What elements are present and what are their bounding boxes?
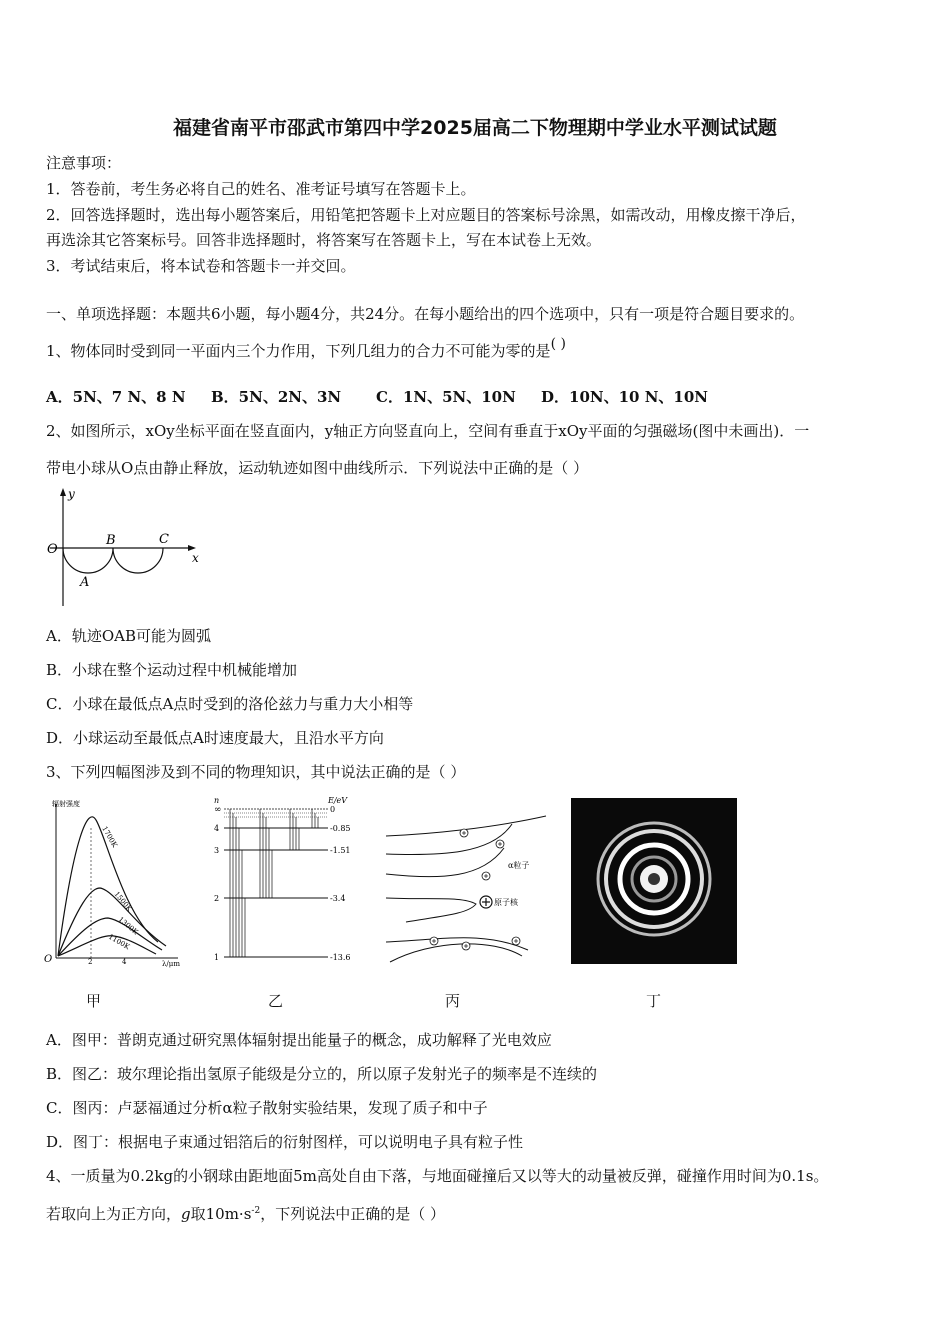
q2-fig-b-label: B (106, 533, 116, 548)
page-title: 福建省南平市邵武市第四中学2025届高二下物理期中学业水平测试试题 (173, 117, 777, 139)
yi-energy-34: -3.4 (330, 894, 346, 903)
bing-nucleus-label: 原子核 (494, 898, 518, 907)
yi-energy-085: -0.85 (330, 824, 351, 833)
notice-heading: 注意事项： (46, 154, 122, 172)
q4-stem-part3: ，下列说法中正确的是（ ） (260, 1205, 445, 1223)
q1-stem (46, 336, 566, 361)
yi-level-4: 4 (214, 824, 220, 833)
q2-fig-a-label: A (80, 575, 90, 590)
yi-level-2: 2 (214, 894, 220, 903)
q2-option-b: B．小球在整个运动过程中机械能增加 (46, 661, 298, 679)
jia-temp-1300: 1300K (116, 915, 140, 937)
q1-options (46, 386, 708, 407)
q3-fig-ding-diffraction (571, 798, 737, 964)
q2-option-a: A．轨迹OAB可能为圆弧 (46, 627, 211, 645)
q4-g-symbol: g (181, 1205, 191, 1223)
q3-option-a: A．图甲：普朗克通过研究黑体辐射提出能量子的概念，成功解释了光电效应 (46, 1031, 552, 1049)
q3-fig-yi-energy-levels (210, 795, 360, 967)
jia-xlabel: λ/μm (162, 960, 180, 968)
yi-energy-151: -1.51 (330, 846, 351, 855)
q3-option-c: C．图丙：卢瑟福通过分析α粒子散射实验结果，发现了质子和中子 (46, 1099, 488, 1117)
q1-option-b: B．5N、2N、3N (211, 388, 342, 406)
q2-fig-c-label: C (159, 532, 169, 547)
bing-alpha-label: α粒子 (508, 861, 530, 870)
q2-fig-y-label: y (68, 487, 75, 501)
q2-stem-line2: 带电小球从O点由静止释放，运动轨迹如图中曲线所示．下列说法中正确的是（ ） (46, 459, 589, 477)
yi-energy-136: -13.6 (330, 953, 351, 962)
caption-yi: 乙 (268, 992, 284, 1010)
q4-stem-line2 (46, 1203, 445, 1224)
q2-fig-x-label: x (192, 551, 199, 565)
yi-unit-label: E/eV (328, 796, 348, 805)
yi-level-1: 1 (214, 953, 220, 962)
yi-inf-label: ∞ (214, 805, 222, 815)
notice-item-1: 1．答卷前，考生务必将自己的姓名、准考证号填写在答题卡上。 (46, 180, 476, 198)
q4-stem-part1: 若取向上为正方向， (46, 1205, 182, 1223)
caption-ding: 丁 (646, 992, 662, 1010)
q1-option-d: D．10N、10 N、10N (541, 388, 708, 406)
yi-n-label: n (214, 796, 220, 805)
notice-item-2: 2．回答选择题时，选出每小题答案后，用铅笔把答题卡上对应题目的答案标号涂黑，如需改动，用橡皮擦干净后， (46, 206, 806, 224)
caption-jia: 甲 (86, 992, 102, 1010)
q3-fig-jia-blackbody (44, 796, 184, 968)
notice-item-3: 3．考试结束后，将本试卷和答题卡一并交回。 (46, 257, 356, 275)
q3-option-d: D．图丁：根据电子束通过铝箔后的衍射图样，可以说明电子具有粒子性 (46, 1133, 524, 1151)
jia-tick-2: 2 (88, 958, 93, 966)
jia-temp-1500: 1500K (112, 890, 134, 913)
yi-energy-0: 0 (330, 805, 336, 814)
q2-option-d: D．小球运动至最低点A时速度最大，且沿水平方向 (46, 729, 384, 747)
jia-temp-1700: 1700K (100, 825, 119, 849)
notice-item-2-cont: 再选涂其它答案标号。回答非选择题时，将答案写在答题卡上，写在本试卷上无效。 (46, 231, 602, 249)
section-heading: 一、单项选择题：本题共6小题，每小题4分，共24分。在每小题给出的四个选项中，只有一项是符合题目要求的。 (46, 305, 805, 323)
q4-exponent: -2 (251, 1206, 261, 1216)
q3-fig-bing-scattering (382, 810, 552, 966)
q3-option-b: B．图乙：玻尔理论指出氢原子能级是分立的，所以原子发射光子的频率是不连续的 (46, 1065, 598, 1083)
q2-stem-line1: 2、如图所示，xOy坐标平面在竖直面内，y轴正方向竖直向上，空间有垂直于xOy平面的匀强磁场(图中未画出)．一 (46, 422, 810, 440)
q2-fig-o-label: O (47, 542, 58, 557)
jia-tick-4: 4 (122, 958, 127, 966)
jia-ylabel: 辐射强度 (52, 800, 80, 808)
q3-stem: 3、下列四幅图涉及到不同的物理知识，其中说法正确的是（ ） (46, 763, 466, 781)
q1-option-a: A．5N、7 N、8 N (46, 388, 186, 406)
q4-stem-line1: 4、一质量为0.2kg的小钢球由距地面5m高处自由下落，与地面碰撞后又以等大的动量被反弹，碰撞作用时间为0.1s。 (46, 1167, 829, 1185)
yi-level-3: 3 (214, 846, 220, 855)
q2-option-c: C．小球在最低点A点时受到的洛伦兹力与重力大小相等 (46, 695, 414, 713)
q1-stem-text: 1、物体同时受到同一平面内三个力作用，下列几组力的合力不可能为零的是 (46, 342, 551, 360)
q4-stem-part2: 取10m·s (190, 1205, 252, 1223)
jia-origin: O (44, 954, 53, 965)
jia-temp-1100: 1100K (107, 932, 131, 952)
q1-paren: ( ) (550, 336, 566, 352)
caption-bing: 丙 (445, 992, 461, 1010)
q1-option-c: C．1N、5N、10N (376, 388, 516, 406)
q2-trajectory-figure (44, 486, 214, 608)
